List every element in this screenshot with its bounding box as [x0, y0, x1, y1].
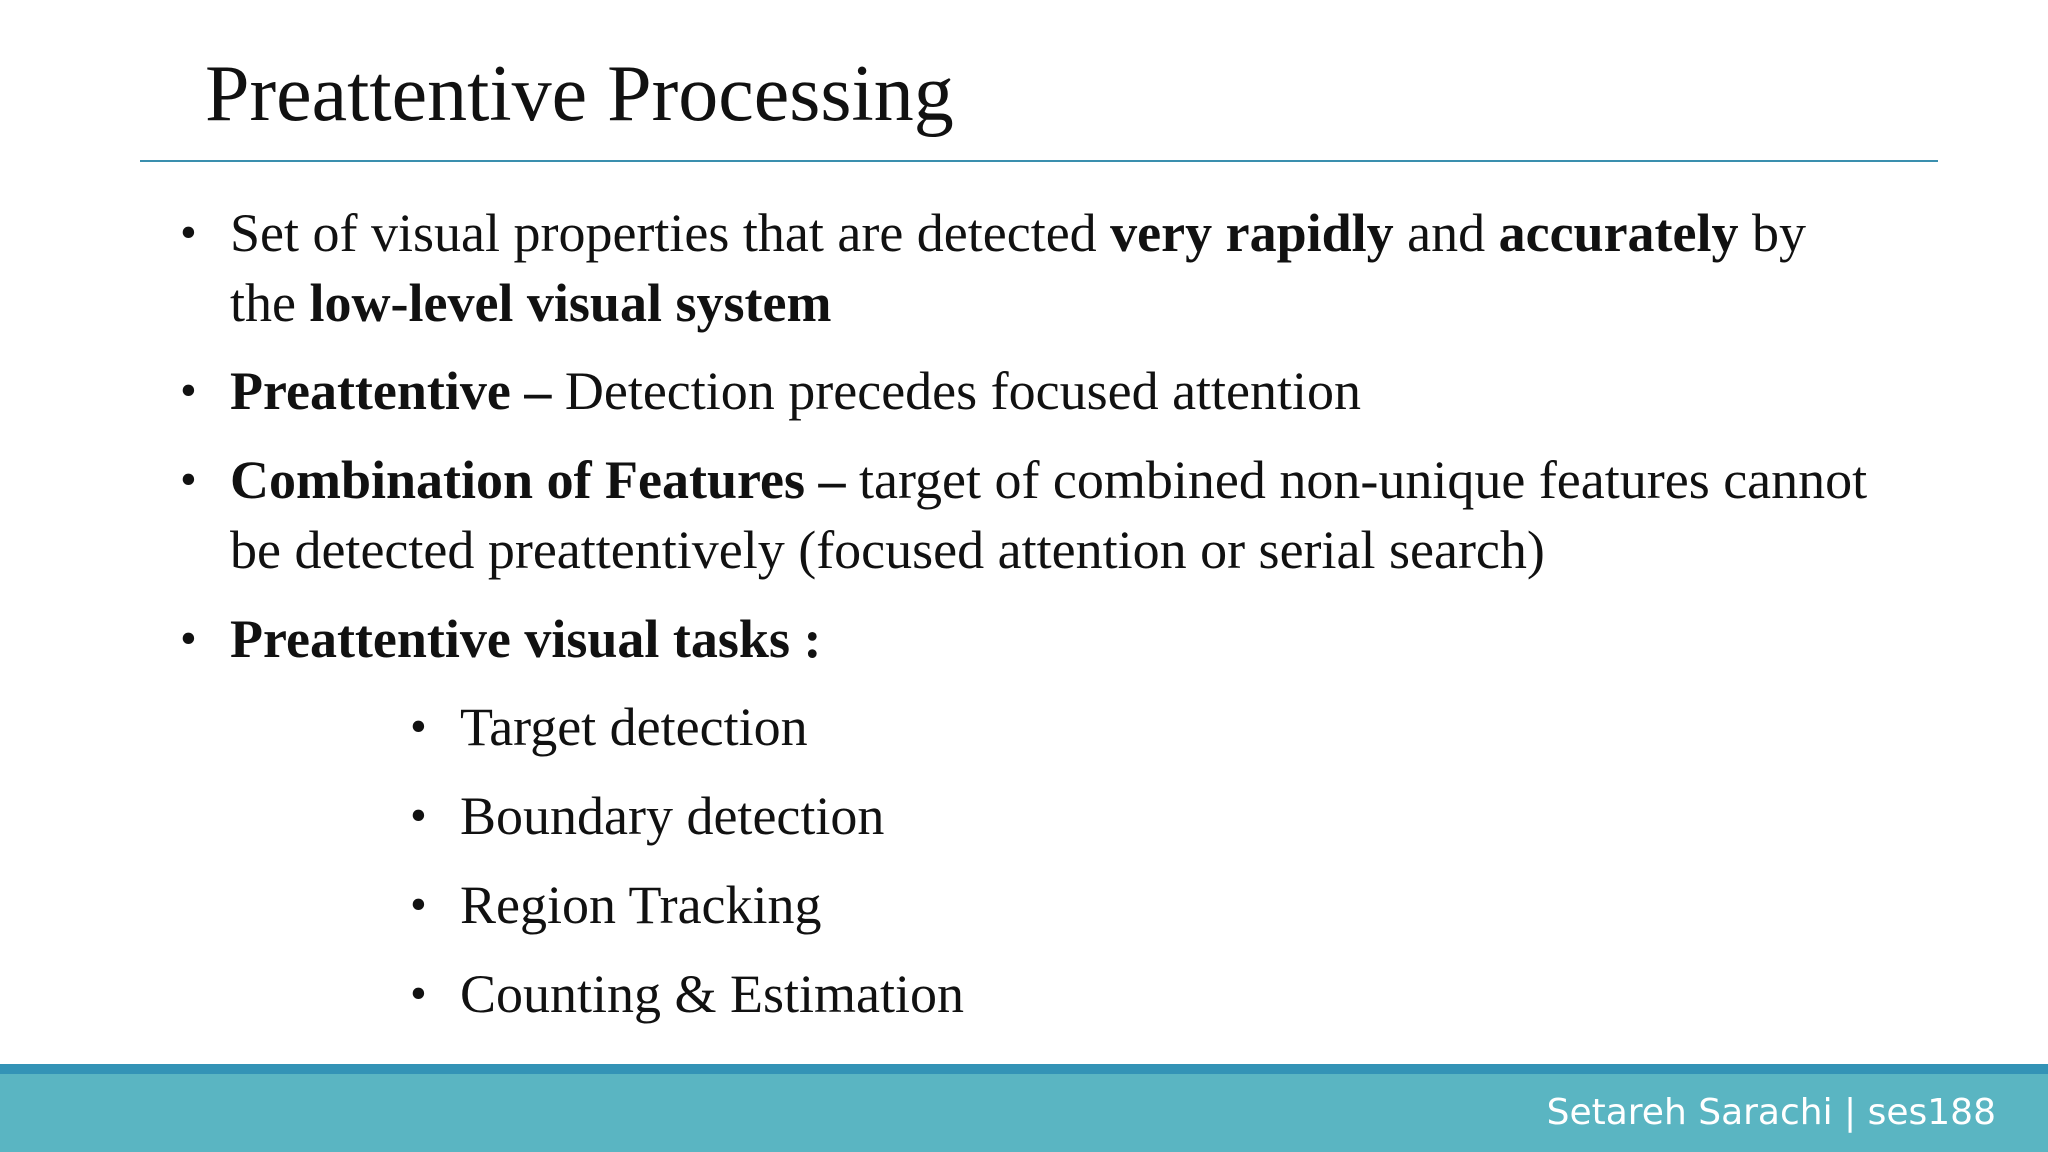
bullet-text: by the [230, 203, 1807, 333]
bullet-dot-icon: • [410, 878, 427, 931]
bullet-emphasis: Preattentive – [230, 361, 565, 421]
sub-bullet-text: Region Tracking [460, 875, 822, 935]
footer-accent-line [0, 1064, 2048, 1074]
footer-band [0, 1074, 2048, 1152]
slide-title: Preattentive Processing [205, 50, 954, 138]
bullet-item [180, 198, 1870, 338]
footer-author: Setareh Sarachi | ses188 [1546, 1092, 1996, 1133]
sub-bullet-text: Counting & Estimation [460, 964, 965, 1024]
bullet-text: Set of visual properties that are detected [230, 203, 1111, 263]
bullet-dot-icon: • [180, 453, 197, 506]
sub-bullet-item [410, 781, 885, 851]
bullet-emphasis: Preattentive visual tasks : [230, 609, 822, 669]
bullet-item [180, 604, 1870, 674]
sub-bullet-item [410, 692, 808, 762]
bullet-text: and [1393, 203, 1499, 263]
bullet-dot-icon: • [180, 206, 197, 259]
bullet-dot-icon: • [180, 612, 197, 665]
bullet-emphasis: accurately [1498, 203, 1739, 263]
bullet-emphasis: low-level visual system [309, 273, 832, 333]
bullet-dot-icon: • [410, 700, 427, 753]
bullet-dot-icon: • [180, 364, 197, 417]
bullet-text: Detection precedes focused attention [564, 361, 1362, 421]
sub-bullet-item [410, 959, 965, 1029]
bullet-item [180, 445, 1870, 585]
bullet-dot-icon: • [410, 789, 427, 842]
bullet-item [180, 356, 1870, 426]
sub-bullet-text: Boundary detection [460, 786, 885, 846]
bullet-dot-icon: • [410, 967, 427, 1020]
sub-bullet-text: Target detection [460, 697, 808, 757]
bullet-text: target of combined non-unique features cannot be detected preattentively (focused attention or serial search) [230, 450, 1868, 580]
bullet-emphasis: Combination of Features – [230, 450, 859, 510]
bullet-emphasis: very rapidly [1110, 203, 1394, 263]
sub-bullet-item [410, 870, 822, 940]
